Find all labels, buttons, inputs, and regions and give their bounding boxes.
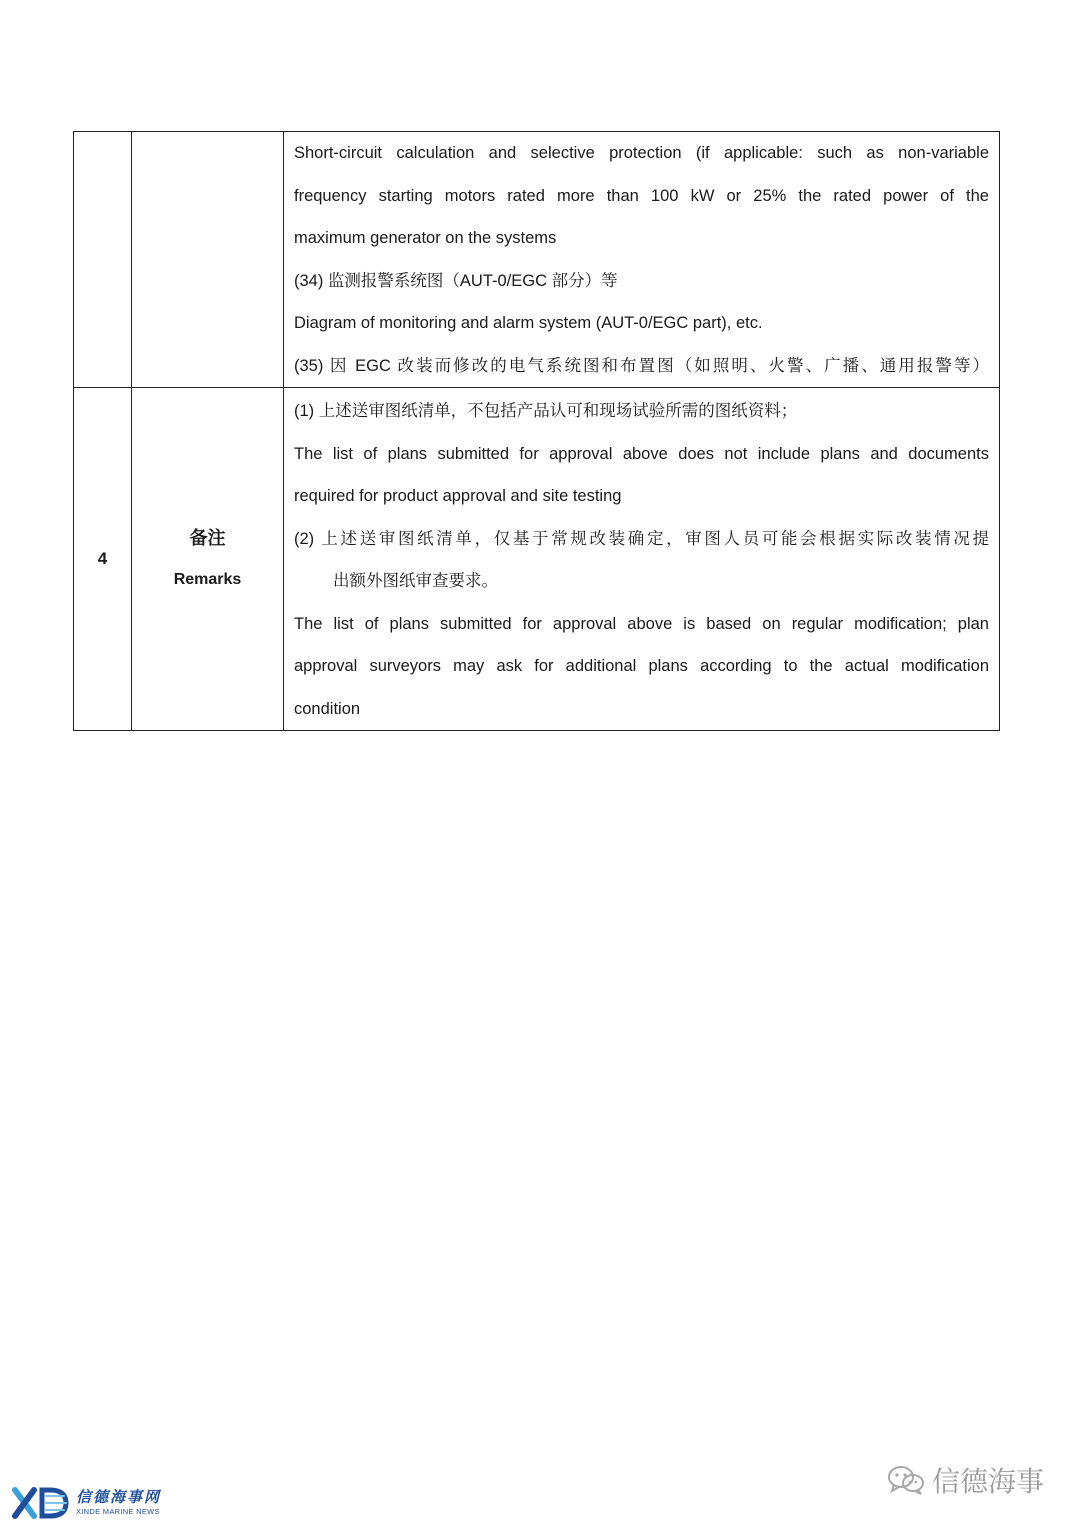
table-row xyxy=(74,132,1000,388)
row-number: 4 xyxy=(97,549,108,568)
content-line: (34) 监测报警系统图（AUT-0/EGC 部分）等 xyxy=(294,271,618,290)
row-name-cell xyxy=(132,132,284,388)
watermark xyxy=(886,1460,1044,1500)
table-row xyxy=(74,388,1000,731)
content-line: The list of plans submitted for approval above does not include plans and documents xyxy=(294,444,989,463)
content-line: condition xyxy=(294,699,361,718)
logo-subtitle: XINDE MARINE NEWS xyxy=(76,1507,160,1517)
content-line: maximum generator on the systems xyxy=(294,229,557,247)
row-content-cell xyxy=(284,388,1000,731)
row-content-cell xyxy=(284,132,1000,388)
content-line: Short-circuit calculation and selective protection (if applicable: such as non-variable xyxy=(294,144,989,162)
row-name-en: Remarks xyxy=(173,571,242,588)
row-name-cn: 备注 xyxy=(189,528,226,548)
logo-title: 信德海事网 xyxy=(76,1489,162,1507)
content-line: 出额外图纸审查要求。 xyxy=(333,572,498,590)
remark-item: (2) 上述送审图纸清单，仅基于常规改装确定，审图人员可能会根据实际改装情况提 xyxy=(294,529,989,548)
wechat-icon xyxy=(886,1464,926,1496)
content-line: frequency starting motors rated more than 100 kW or 25% the rated power of the xyxy=(294,186,989,205)
remark-item: (1) 上述送审图纸清单，不包括产品认可和现场试验所需的图纸资料； xyxy=(294,402,798,420)
brand-logo xyxy=(12,1486,161,1520)
document-table xyxy=(73,131,1000,731)
row-number-cell xyxy=(74,388,132,731)
row-name-cell xyxy=(132,388,284,731)
content-line: (35) 因 EGC 改装而修改的电气系统图和布置图（如照明、火警、广播、通用报警等） xyxy=(294,356,989,375)
watermark-text: 信德海事 xyxy=(931,1465,1044,1498)
content-line: approval surveyors may ask for additional plans according to the actual modification xyxy=(294,657,989,675)
content-line: The list of plans submitted for approval above is based on regular modification; plan xyxy=(294,614,989,633)
row-number-cell xyxy=(74,132,132,388)
xd-logo-icon xyxy=(12,1486,70,1520)
content-line: Diagram of monitoring and alarm system (AUT-0/EGC part), etc. xyxy=(294,314,763,332)
content-line: required for product approval and site testing xyxy=(294,487,622,505)
